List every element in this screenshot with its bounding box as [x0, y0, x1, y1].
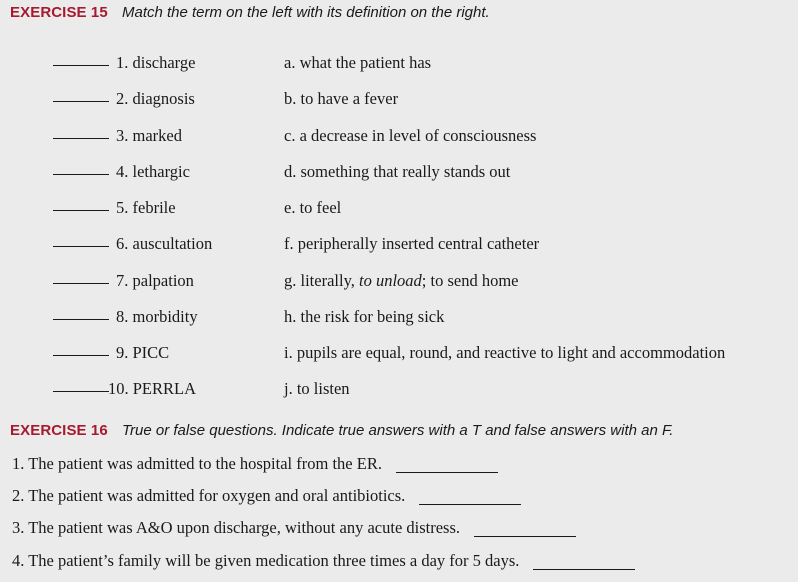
- term: 2. diagnosis: [116, 89, 195, 108]
- definition: i. pupils are equal, round, and reactive to light and accommodation: [284, 343, 726, 362]
- definition: f. peripherally inserted central catheter: [284, 234, 540, 253]
- term: 7. palpation: [116, 271, 194, 290]
- tf-question: [12, 454, 498, 480]
- tf-question-text: 4. The patient’s family will be given medication three times a day for 5 days.: [12, 551, 520, 570]
- answer-blank[interactable]: [53, 174, 109, 175]
- match-row: [0, 305, 798, 331]
- definition: b. to have a fever: [284, 89, 399, 108]
- definition: [284, 271, 519, 291]
- match-row: [0, 51, 798, 77]
- answer-blank[interactable]: [53, 101, 109, 102]
- answer-blank[interactable]: [53, 319, 109, 320]
- definition: d. something that really stands out: [284, 162, 511, 181]
- term: 8. morbidity: [116, 307, 198, 326]
- term: 6. auscultation: [116, 234, 213, 253]
- match-row: [0, 124, 798, 150]
- answer-blank[interactable]: [53, 65, 109, 66]
- term: 10. PERRLA: [108, 379, 197, 398]
- answer-blank[interactable]: [53, 391, 109, 392]
- answer-blank[interactable]: [53, 210, 109, 211]
- term: 5. febrile: [116, 198, 176, 217]
- term: 1. discharge: [116, 53, 196, 72]
- definition: j. to listen: [284, 379, 350, 398]
- definition: h. the risk for being sick: [284, 307, 445, 326]
- tf-question-text: 1. The patient was admitted to the hospital from the ER.: [12, 454, 382, 473]
- exercise-15-instruction: Match the term on the left with its definition on the right.: [121, 4, 490, 21]
- term: 4. lethargic: [116, 162, 190, 181]
- tf-answer-blank[interactable]: [396, 472, 498, 473]
- definition: c. a decrease in level of consciousness: [284, 126, 537, 145]
- term: 9. PICC: [116, 343, 170, 362]
- tf-question: [12, 551, 635, 577]
- tf-question: [12, 486, 521, 512]
- term: 3. marked: [116, 126, 182, 145]
- tf-answer-blank[interactable]: [474, 536, 576, 537]
- answer-blank[interactable]: [53, 138, 109, 139]
- exercise-16-heading: [10, 422, 673, 439]
- definition-text: g. literally,: [284, 271, 359, 290]
- match-row: [0, 377, 798, 403]
- tf-answer-blank[interactable]: [533, 569, 635, 570]
- tf-answer-blank[interactable]: [419, 504, 521, 505]
- match-row: [0, 160, 798, 186]
- match-row: [0, 341, 798, 367]
- definition-text: ; to send home: [421, 271, 519, 290]
- exercise-16-label: EXERCISE 16: [10, 422, 108, 439]
- definition-emphasis: to unload: [359, 271, 422, 290]
- match-row: [0, 232, 798, 258]
- tf-question-text: 2. The patient was admitted for oxygen and oral antibiotics.: [12, 486, 406, 505]
- exercise-15-label: EXERCISE 15: [10, 4, 108, 21]
- match-row: [0, 87, 798, 113]
- tf-question-text: 3. The patient was A&O upon discharge, without any acute distress.: [12, 518, 461, 537]
- exercise-16-instruction: True or false questions. Indicate true answers with a T and false answers with an F.: [121, 422, 674, 439]
- match-row: [0, 196, 798, 222]
- tf-question: [12, 518, 576, 544]
- answer-blank[interactable]: [53, 283, 109, 284]
- answer-blank[interactable]: [53, 246, 109, 247]
- definition: a. what the patient has: [284, 53, 432, 72]
- match-row: [0, 269, 798, 295]
- definition: e. to feel: [284, 198, 342, 217]
- answer-blank[interactable]: [53, 355, 109, 356]
